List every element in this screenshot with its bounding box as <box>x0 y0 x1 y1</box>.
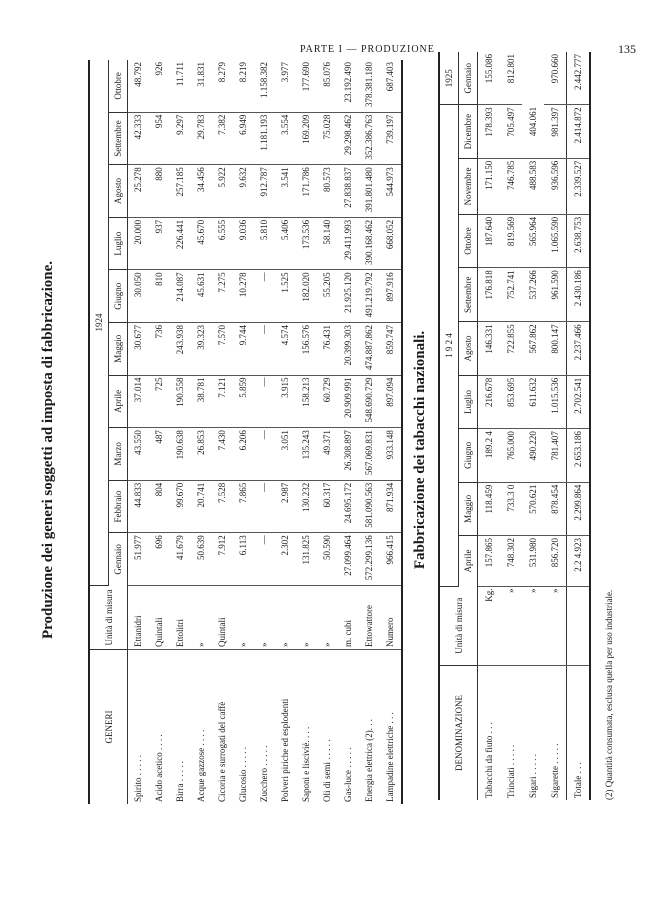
row-label: Sigarette . . . . . <box>550 743 560 798</box>
table-cell: 176.818 <box>478 268 501 322</box>
table-cell: 156.576 <box>296 322 317 375</box>
row-unit <box>567 586 591 665</box>
table-cell: 391.801.480 <box>359 165 380 218</box>
table-cell: 45.631 <box>191 270 212 323</box>
table-row <box>212 60 233 804</box>
table-row <box>500 52 522 800</box>
table-cell: 7.430 <box>212 428 233 481</box>
table-cell: 8.219 <box>233 60 254 112</box>
month-header: Gennaio <box>459 52 478 105</box>
table-row <box>567 52 591 800</box>
row-label: Birra . . . . . <box>175 761 185 802</box>
table-cell: 611.632 <box>522 375 544 428</box>
footnote: (2) Quantità consumata, esclusa quella per uso industriale. <box>604 589 614 800</box>
table-cell: 50.639 <box>191 533 212 586</box>
table-cell: 3.051 <box>275 428 296 481</box>
table-cell: 970.660 <box>544 52 567 105</box>
table-cell: — <box>254 270 275 323</box>
table-cell: 390.168.462 <box>359 217 380 270</box>
table-cell: 733.3 0 <box>500 482 522 535</box>
table-cell: 173.536 <box>296 217 317 270</box>
table-row <box>128 60 150 804</box>
table-cell: 936.596 <box>544 158 567 214</box>
month-header: Novembre <box>459 158 478 214</box>
table-row <box>478 52 501 800</box>
row-label: Saponi e lisciviè. . . . <box>301 726 311 802</box>
col-header-year: 1924 <box>89 60 109 585</box>
table-cell: 257.185 <box>170 165 191 218</box>
table-cell: 2.414.872 <box>567 105 591 158</box>
table-cell: 819.569 <box>500 214 522 267</box>
table-cell: 60.317 <box>317 480 338 533</box>
table-cell: 9.632 <box>233 165 254 218</box>
table-cell: 135.243 <box>296 428 317 481</box>
month-header: Aprile <box>109 375 128 428</box>
table-cell: 897.094 <box>380 375 402 428</box>
table-cell: 7.912 <box>212 533 233 586</box>
table-cell: 48.792 <box>128 60 150 112</box>
table-row <box>338 60 359 804</box>
table-cell: 75.028 <box>317 112 338 165</box>
row-unit: Kg. <box>478 586 501 665</box>
table-row <box>317 60 338 804</box>
table-cell: 25.278 <box>128 165 150 218</box>
table-cell: 2.237.466 <box>567 322 591 375</box>
table-cell: 746.785 <box>500 158 522 214</box>
table-cell: 60.729 <box>317 375 338 428</box>
table-cell: 7.528 <box>212 480 233 533</box>
table-cell: — <box>254 428 275 481</box>
table-row <box>544 52 567 800</box>
table-cell: 2.987 <box>275 480 296 533</box>
col-header-year-1925: 1925 <box>439 52 459 105</box>
col-header-unita: Unità di misura <box>89 585 128 649</box>
month-header: Gennaio <box>109 533 128 586</box>
table-cell: 58.140 <box>317 217 338 270</box>
table-cell: 781.407 <box>544 429 567 482</box>
table-cell: 1.015.536 <box>544 375 567 428</box>
table-cell: 3.554 <box>275 112 296 165</box>
col-header-denominazione: DENOMINAZIONE <box>439 666 478 801</box>
row-unit: Ettowattore <box>359 585 380 649</box>
table-cell: 20.399.303 <box>338 322 359 375</box>
table-cell: 9.036 <box>233 217 254 270</box>
table1-title: Produzione dei generi soggetti ad imposta di fabbricazione. <box>40 260 56 640</box>
table-row <box>170 60 191 804</box>
table-cell: 23.192.490 <box>338 60 359 112</box>
table-cell: 7.275 <box>212 270 233 323</box>
table-cell: 705.497 <box>500 105 522 158</box>
table-cell: 99.670 <box>170 480 191 533</box>
month-header: Settembre <box>109 112 128 165</box>
table-cell: 155.086 <box>478 52 501 105</box>
table-cell: 926 <box>149 60 170 112</box>
col-header-unita: Unità di misura <box>439 586 478 665</box>
table-cell: 537.266 <box>522 268 544 322</box>
table-cell: 810 <box>149 270 170 323</box>
table-cell: 765.000 <box>500 429 522 482</box>
col-header-year-1924: 1 9 2 4 <box>439 105 459 586</box>
running-title: PARTE I — PRODUZIONE <box>300 44 435 55</box>
table-cell: 531.980 <box>522 536 544 587</box>
table-cell: 171.786 <box>296 165 317 218</box>
table-cell: 748.302 <box>500 536 522 587</box>
month-header: Luglio <box>109 217 128 270</box>
table-cell: 85.076 <box>317 60 338 112</box>
table-cell: 7.382 <box>212 112 233 165</box>
table-cell: 45.670 <box>191 217 212 270</box>
table-cell: 2.299.864 <box>567 482 591 535</box>
table-cell: 572.299.136 <box>359 533 380 586</box>
table-cell: 2.442.777 <box>567 52 591 105</box>
table-cell: 130.232 <box>296 480 317 533</box>
table-cell: 937 <box>149 217 170 270</box>
table-cell: 853.695 <box>500 375 522 428</box>
table-cell: 5.922 <box>212 165 233 218</box>
table-cell: 214.087 <box>170 270 191 323</box>
table-cell: 182.020 <box>296 270 317 323</box>
table-cell: 2.339.527 <box>567 158 591 214</box>
table-cell: 243.938 <box>170 322 191 375</box>
table-cell: 20.000 <box>128 217 150 270</box>
table-cell: 9.744 <box>233 322 254 375</box>
table-cell: 5.406 <box>275 217 296 270</box>
table-cell: 878.454 <box>544 482 567 535</box>
table-cell: 880 <box>149 165 170 218</box>
table-cell: 1.181.193 <box>254 112 275 165</box>
table-cell: 2.430.186 <box>567 268 591 322</box>
row-label: Sigari . . . . . <box>528 754 538 798</box>
table-cell: 187.640 <box>478 214 501 267</box>
table-row <box>359 60 380 804</box>
row-unit: » <box>522 586 544 665</box>
table-cell: 6.555 <box>212 217 233 270</box>
row-label: Energia elettrica (2). . . <box>364 718 374 802</box>
row-unit: Quintali <box>212 585 233 649</box>
row-label: Gas-luce . . . . . <box>343 747 353 802</box>
table-cell: 158.213 <box>296 375 317 428</box>
table-cell: 9.297 <box>170 112 191 165</box>
table-cell: 43.550 <box>128 428 150 481</box>
row-label: Oli di semi . . . . . <box>322 739 332 802</box>
table-cell: 171.150 <box>478 158 501 214</box>
table-cell: 2.302 <box>275 533 296 586</box>
table-cell: 157.865 <box>478 536 501 587</box>
table-cell: 5.810 <box>254 217 275 270</box>
table-cell: 2.638.753 <box>567 214 591 267</box>
table-cell: 3.541 <box>275 165 296 218</box>
table-row <box>296 60 317 804</box>
row-label: Tabacchi da fiuto . . . <box>484 722 494 798</box>
table-cell: 378.381.180 <box>359 60 380 112</box>
table-cell: 567.069.831 <box>359 428 380 481</box>
row-label: Glucosio . . . . . <box>238 747 248 802</box>
table-cell: 38.781 <box>191 375 212 428</box>
table-cell: 50.590 <box>317 533 338 586</box>
table-cell: 42.333 <box>128 112 150 165</box>
row-unit: » <box>191 585 212 649</box>
table-cell: 26.308.897 <box>338 428 359 481</box>
table-cell: 226.441 <box>170 217 191 270</box>
table-cell: 6.949 <box>233 112 254 165</box>
table-cell: 1.158.382 <box>254 60 275 112</box>
table-cell: 39.323 <box>191 322 212 375</box>
month-header: Ottobre <box>459 214 478 267</box>
row-unit: » <box>500 586 522 665</box>
table-cell: 20.909.991 <box>338 375 359 428</box>
tobacco-table-body <box>478 52 591 800</box>
table-cell: 5.859 <box>233 375 254 428</box>
table-cell: 178.393 <box>478 105 501 158</box>
table-cell: 739.197 <box>380 112 402 165</box>
month-header: Febbraio <box>109 480 128 533</box>
row-label: Trinciati . . . . . <box>506 744 516 798</box>
table-cell: 24.695.172 <box>338 480 359 533</box>
table-cell: 1.065.590 <box>544 214 567 267</box>
row-label: Acido acetico . . . . <box>154 734 164 802</box>
table-cell: 491.219.792 <box>359 270 380 323</box>
table-cell: 488.583 <box>522 158 544 214</box>
month-header: Giugno <box>459 429 478 482</box>
col-header-generi: GENERI <box>89 650 128 805</box>
table-cell: 21.925.120 <box>338 270 359 323</box>
month-header: Marzo <box>109 428 128 481</box>
table-cell: 76.431 <box>317 322 338 375</box>
row-label: Polveri piriche ed esplodenti <box>280 698 290 802</box>
table-cell: 11.711 <box>170 60 191 112</box>
row-unit: » <box>254 585 275 649</box>
table-cell: 29.783 <box>191 112 212 165</box>
table-cell: 859.747 <box>380 322 402 375</box>
table-cell: 567.862 <box>522 322 544 375</box>
row-label: Cicoria e surrogati del caffè <box>217 701 227 802</box>
table-cell: 169.209 <box>296 112 317 165</box>
table-cell: 2.2 4.923 <box>567 536 591 587</box>
table-row <box>254 60 275 804</box>
table-cell: 1.525 <box>275 270 296 323</box>
table-cell: 29.298.462 <box>338 112 359 165</box>
table-cell: 3.915 <box>275 375 296 428</box>
month-header: Maggio <box>109 322 128 375</box>
table-cell: 544.973 <box>380 165 402 218</box>
table-cell: 487 <box>149 428 170 481</box>
table-cell: 189.2 4 <box>478 429 501 482</box>
table-cell: 146.331 <box>478 322 501 375</box>
table-cell: 55.205 <box>317 270 338 323</box>
table-cell: 41.679 <box>170 533 191 586</box>
month-header: Dicembre <box>459 105 478 158</box>
table-cell: 981.397 <box>544 105 567 158</box>
table-cell: 37.014 <box>128 375 150 428</box>
table-cell: — <box>254 480 275 533</box>
table-cell: 804 <box>149 480 170 533</box>
table-cell: 565.964 <box>522 214 544 267</box>
month-header: Ottobre <box>109 60 128 112</box>
table-cell: 954 <box>149 112 170 165</box>
table-cell: 581.090.563 <box>359 480 380 533</box>
table-cell: 722.855 <box>500 322 522 375</box>
table-cell: 30.677 <box>128 322 150 375</box>
table-cell: 856.720 <box>544 536 567 587</box>
row-unit: Ettolitri <box>170 585 191 649</box>
table-cell: 548.690.729 <box>359 375 380 428</box>
row-unit: » <box>296 585 317 649</box>
table-cell: 51.977 <box>128 533 150 586</box>
table-cell: 961.590 <box>544 268 567 322</box>
table-cell: 736 <box>149 322 170 375</box>
table-cell: 27.099.464 <box>338 533 359 586</box>
table-cell: 725 <box>149 375 170 428</box>
table-cell: 216.678 <box>478 375 501 428</box>
table-cell: 26.853 <box>191 428 212 481</box>
table-cell: 8.279 <box>212 60 233 112</box>
tobacco-table <box>438 52 591 800</box>
table-cell: 190.638 <box>170 428 191 481</box>
table2-title: Fabbricazione dei tabacchi nazionali. <box>412 330 428 570</box>
table-cell: 20.741 <box>191 480 212 533</box>
month-header: Agosto <box>459 322 478 375</box>
table-cell: 4.574 <box>275 322 296 375</box>
table-row <box>233 60 254 804</box>
row-label: Totale . . . <box>567 666 591 801</box>
table-cell: 7.570 <box>212 322 233 375</box>
table-cell: 871.934 <box>380 480 402 533</box>
table-cell: 49.371 <box>317 428 338 481</box>
month-header: Luglio <box>459 375 478 428</box>
table-row <box>522 52 544 800</box>
table-cell: 44.833 <box>128 480 150 533</box>
table-cell: 3.977 <box>275 60 296 112</box>
table-cell: 118.459 <box>478 482 501 535</box>
table-cell: 404.061 <box>522 105 544 158</box>
row-label: Lampadine elettriche . . . <box>385 712 395 802</box>
table-cell: 27.838.837 <box>338 165 359 218</box>
row-unit: » <box>275 585 296 649</box>
table-cell: 2.702.541 <box>567 375 591 428</box>
row-unit: m. cubi <box>338 585 359 649</box>
month-header: Agosto <box>109 165 128 218</box>
table-cell: 31.831 <box>191 60 212 112</box>
table-cell: 30.050 <box>128 270 150 323</box>
table-cell: 966.415 <box>380 533 402 586</box>
table-cell: 897.916 <box>380 270 402 323</box>
table-row <box>191 60 212 804</box>
table-cell: 80.573 <box>317 165 338 218</box>
row-unit: Numero <box>380 585 402 649</box>
production-table <box>88 60 403 804</box>
table-cell: 177.690 <box>296 60 317 112</box>
table-cell: 933.148 <box>380 428 402 481</box>
table-cell: 34.456 <box>191 165 212 218</box>
table-cell: 10.278 <box>233 270 254 323</box>
table-cell: 6.206 <box>233 428 254 481</box>
row-unit: » <box>544 586 567 665</box>
table-cell: 668.052 <box>380 217 402 270</box>
row-label: Acque gazzose . . . . <box>196 729 206 802</box>
row-unit: » <box>233 585 254 649</box>
table-cell: 474.887.862 <box>359 322 380 375</box>
table-cell: 490.220 <box>522 429 544 482</box>
table-cell: 131.825 <box>296 533 317 586</box>
table-cell: — <box>254 322 275 375</box>
month-header: Aprile <box>459 536 478 587</box>
table-cell: 570.621 <box>522 482 544 535</box>
month-header: Maggio <box>459 482 478 535</box>
row-unit: Quintali <box>149 585 170 649</box>
table-cell: 6.113 <box>233 533 254 586</box>
month-header: Settembre <box>459 268 478 322</box>
table-cell: 7.865 <box>233 480 254 533</box>
production-table-body <box>128 60 403 804</box>
table-row <box>275 60 296 804</box>
table-cell: 7.121 <box>212 375 233 428</box>
table-cell: 190.558 <box>170 375 191 428</box>
table-row <box>149 60 170 804</box>
table-row <box>380 60 402 804</box>
table-cell: 800.147 <box>544 322 567 375</box>
table-cell: 2.653.186 <box>567 429 591 482</box>
month-header: Giugno <box>109 270 128 323</box>
table-cell: 29.411.993 <box>338 217 359 270</box>
row-unit: » <box>317 585 338 649</box>
page-number: 135 <box>618 42 636 56</box>
row-label: Zucchero . . . . . <box>259 745 269 802</box>
row-label: Spirito . . . . . <box>133 754 143 802</box>
table-cell: — <box>254 533 275 586</box>
table-cell: — <box>254 375 275 428</box>
row-unit: Ettanidri <box>128 585 150 649</box>
table-cell: 812.801 <box>500 52 522 105</box>
table-cell: 752.741 <box>500 268 522 322</box>
table-cell: 687.403 <box>380 60 402 112</box>
table-cell: 912.787 <box>254 165 275 218</box>
table-cell: 696 <box>149 533 170 586</box>
table-cell: 352.386.763 <box>359 112 380 165</box>
